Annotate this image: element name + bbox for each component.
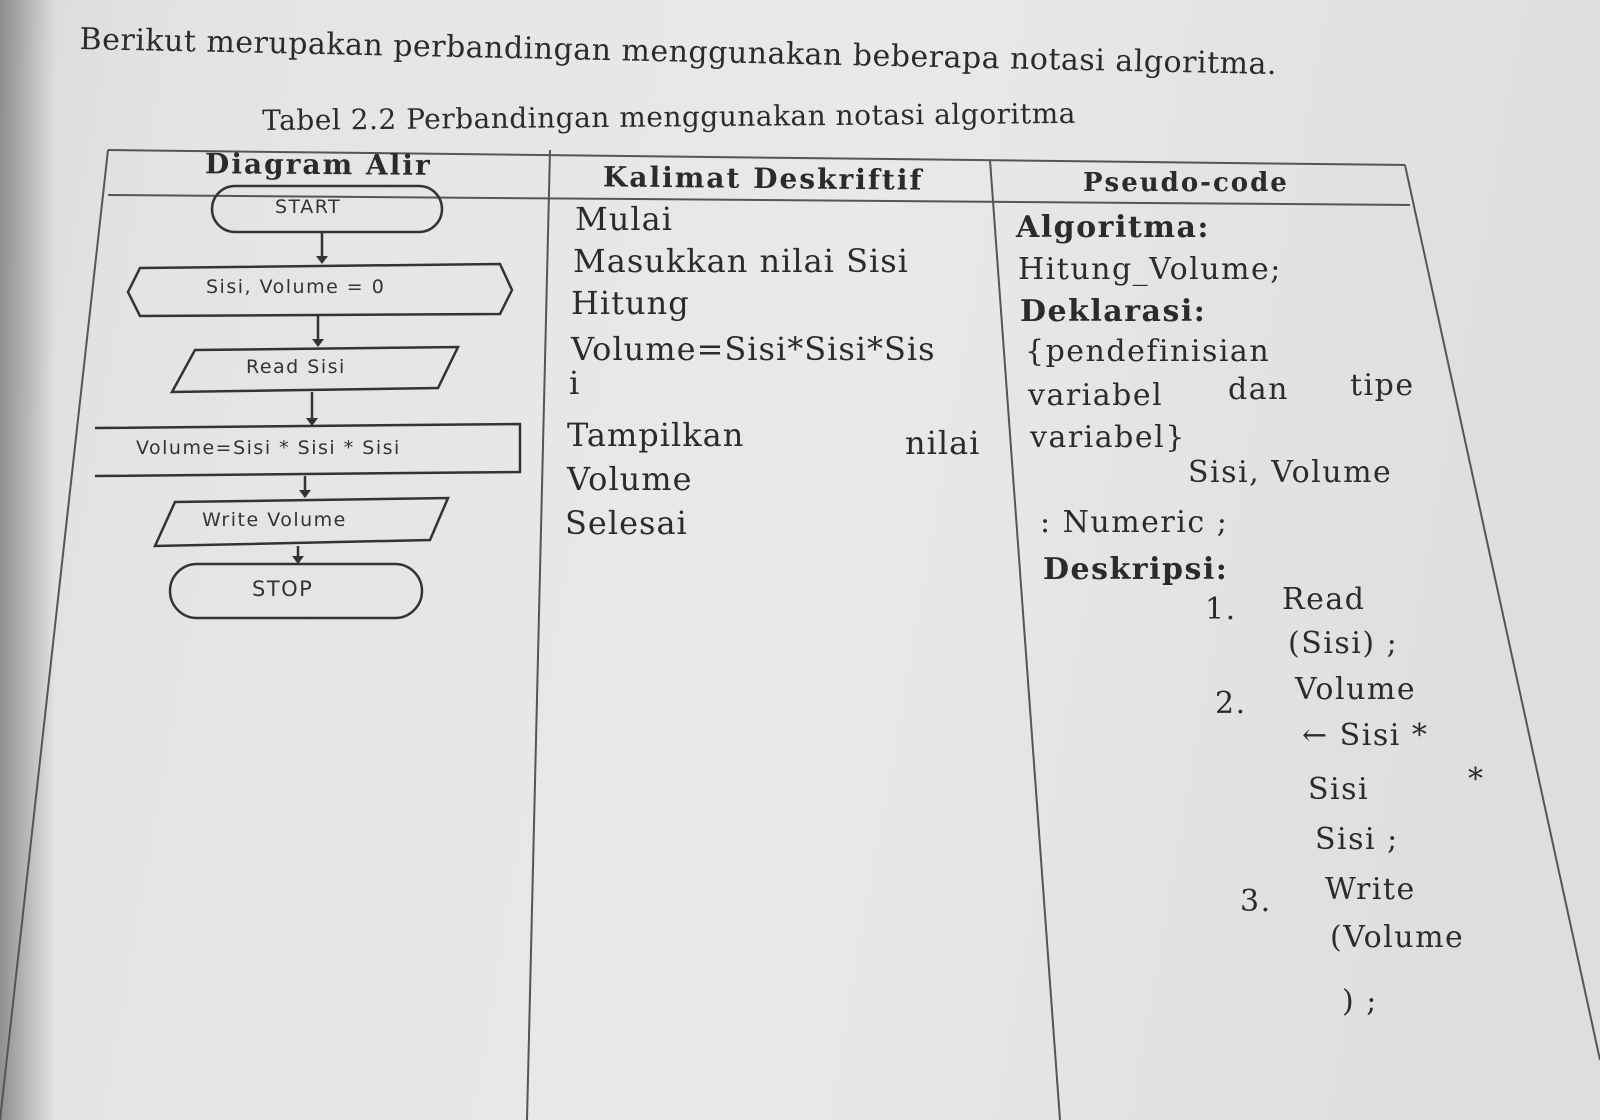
desc-line-6a: Tampilkan <box>567 416 745 454</box>
desc-line-4: Volume=Sisi*Sisi*Sis <box>571 330 936 368</box>
pc-decl-5: : Numeric ; <box>1040 505 1229 540</box>
desc-line-7: Volume <box>567 460 693 498</box>
flow-read-label: Read Sisi <box>246 356 346 378</box>
pc-step-2-star: * <box>1468 762 1485 797</box>
pc-step-2-assign: ← Sisi * <box>1302 718 1429 753</box>
flow-stop-label: STOP <box>252 577 314 601</box>
pc-decl-2c: tipe <box>1350 368 1415 403</box>
pc-decl-2b: dan <box>1228 372 1289 407</box>
desc-line-6b: nilai <box>905 424 981 462</box>
col-divider-1 <box>527 150 550 1120</box>
desc-line-1: Mulai <box>575 200 673 238</box>
pc-decl-4: Sisi, Volume <box>1188 455 1393 490</box>
pc-step-1-num: 1. <box>1205 592 1237 627</box>
flow-init-label: Sisi, Volume = 0 <box>206 276 386 298</box>
pc-decl-1: {pendefinisian <box>1025 334 1271 369</box>
desc-line-5: i <box>569 364 581 402</box>
pc-step-1-arg: (Sisi) ; <box>1288 626 1399 661</box>
pc-step-2-sisi: Sisi <box>1308 772 1370 807</box>
pc-step-2-num: 2. <box>1215 686 1247 721</box>
pc-deskripsi-label: Deskripsi: <box>1043 552 1229 587</box>
table-caption: Tabel 2.2 Perbandingan menggunakan notasi algoritma <box>262 96 1077 137</box>
pc-step-3-end: ) ; <box>1342 984 1378 1019</box>
pc-deklarasi-label: Deklarasi: <box>1020 294 1207 329</box>
pc-step-3-arg: (Volume <box>1330 920 1465 955</box>
flow-start-label: START <box>275 196 342 218</box>
header-diagram-alir: Diagram Alir <box>204 147 432 182</box>
flow-process-label: Volume=Sisi * Sisi * Sisi <box>136 437 401 459</box>
pc-step-3-write: Write <box>1325 872 1416 907</box>
header-kalimat-deskriftif: Kalimat Deskriftif <box>602 160 924 197</box>
flow-write-label: Write Volume <box>202 509 347 531</box>
pc-step-2-volume: Volume <box>1295 672 1417 707</box>
desc-line-2: Masukkan nilai Sisi <box>573 242 909 280</box>
pc-step-2-end: Sisi ; <box>1315 822 1399 857</box>
pc-step-3-num: 3. <box>1240 884 1272 919</box>
table-left-edge <box>0 150 108 1120</box>
pc-algoritma-label: Algoritma: <box>1016 210 1210 245</box>
pc-step-1-read: Read <box>1282 582 1366 617</box>
pc-decl-2a: variabel <box>1028 378 1164 413</box>
desc-line-3: Hitung <box>571 284 690 322</box>
pc-decl-3: variabel} <box>1030 420 1186 455</box>
desc-line-8: Selesai <box>565 504 688 542</box>
header-pseudo-code: Pseudo-code <box>1083 168 1289 198</box>
pc-algoritma-name: Hitung_Volume; <box>1018 252 1282 287</box>
intro-text: Berikut merupakan perbandingan menggunakan beberapa notasi algoritma. <box>79 22 1278 83</box>
